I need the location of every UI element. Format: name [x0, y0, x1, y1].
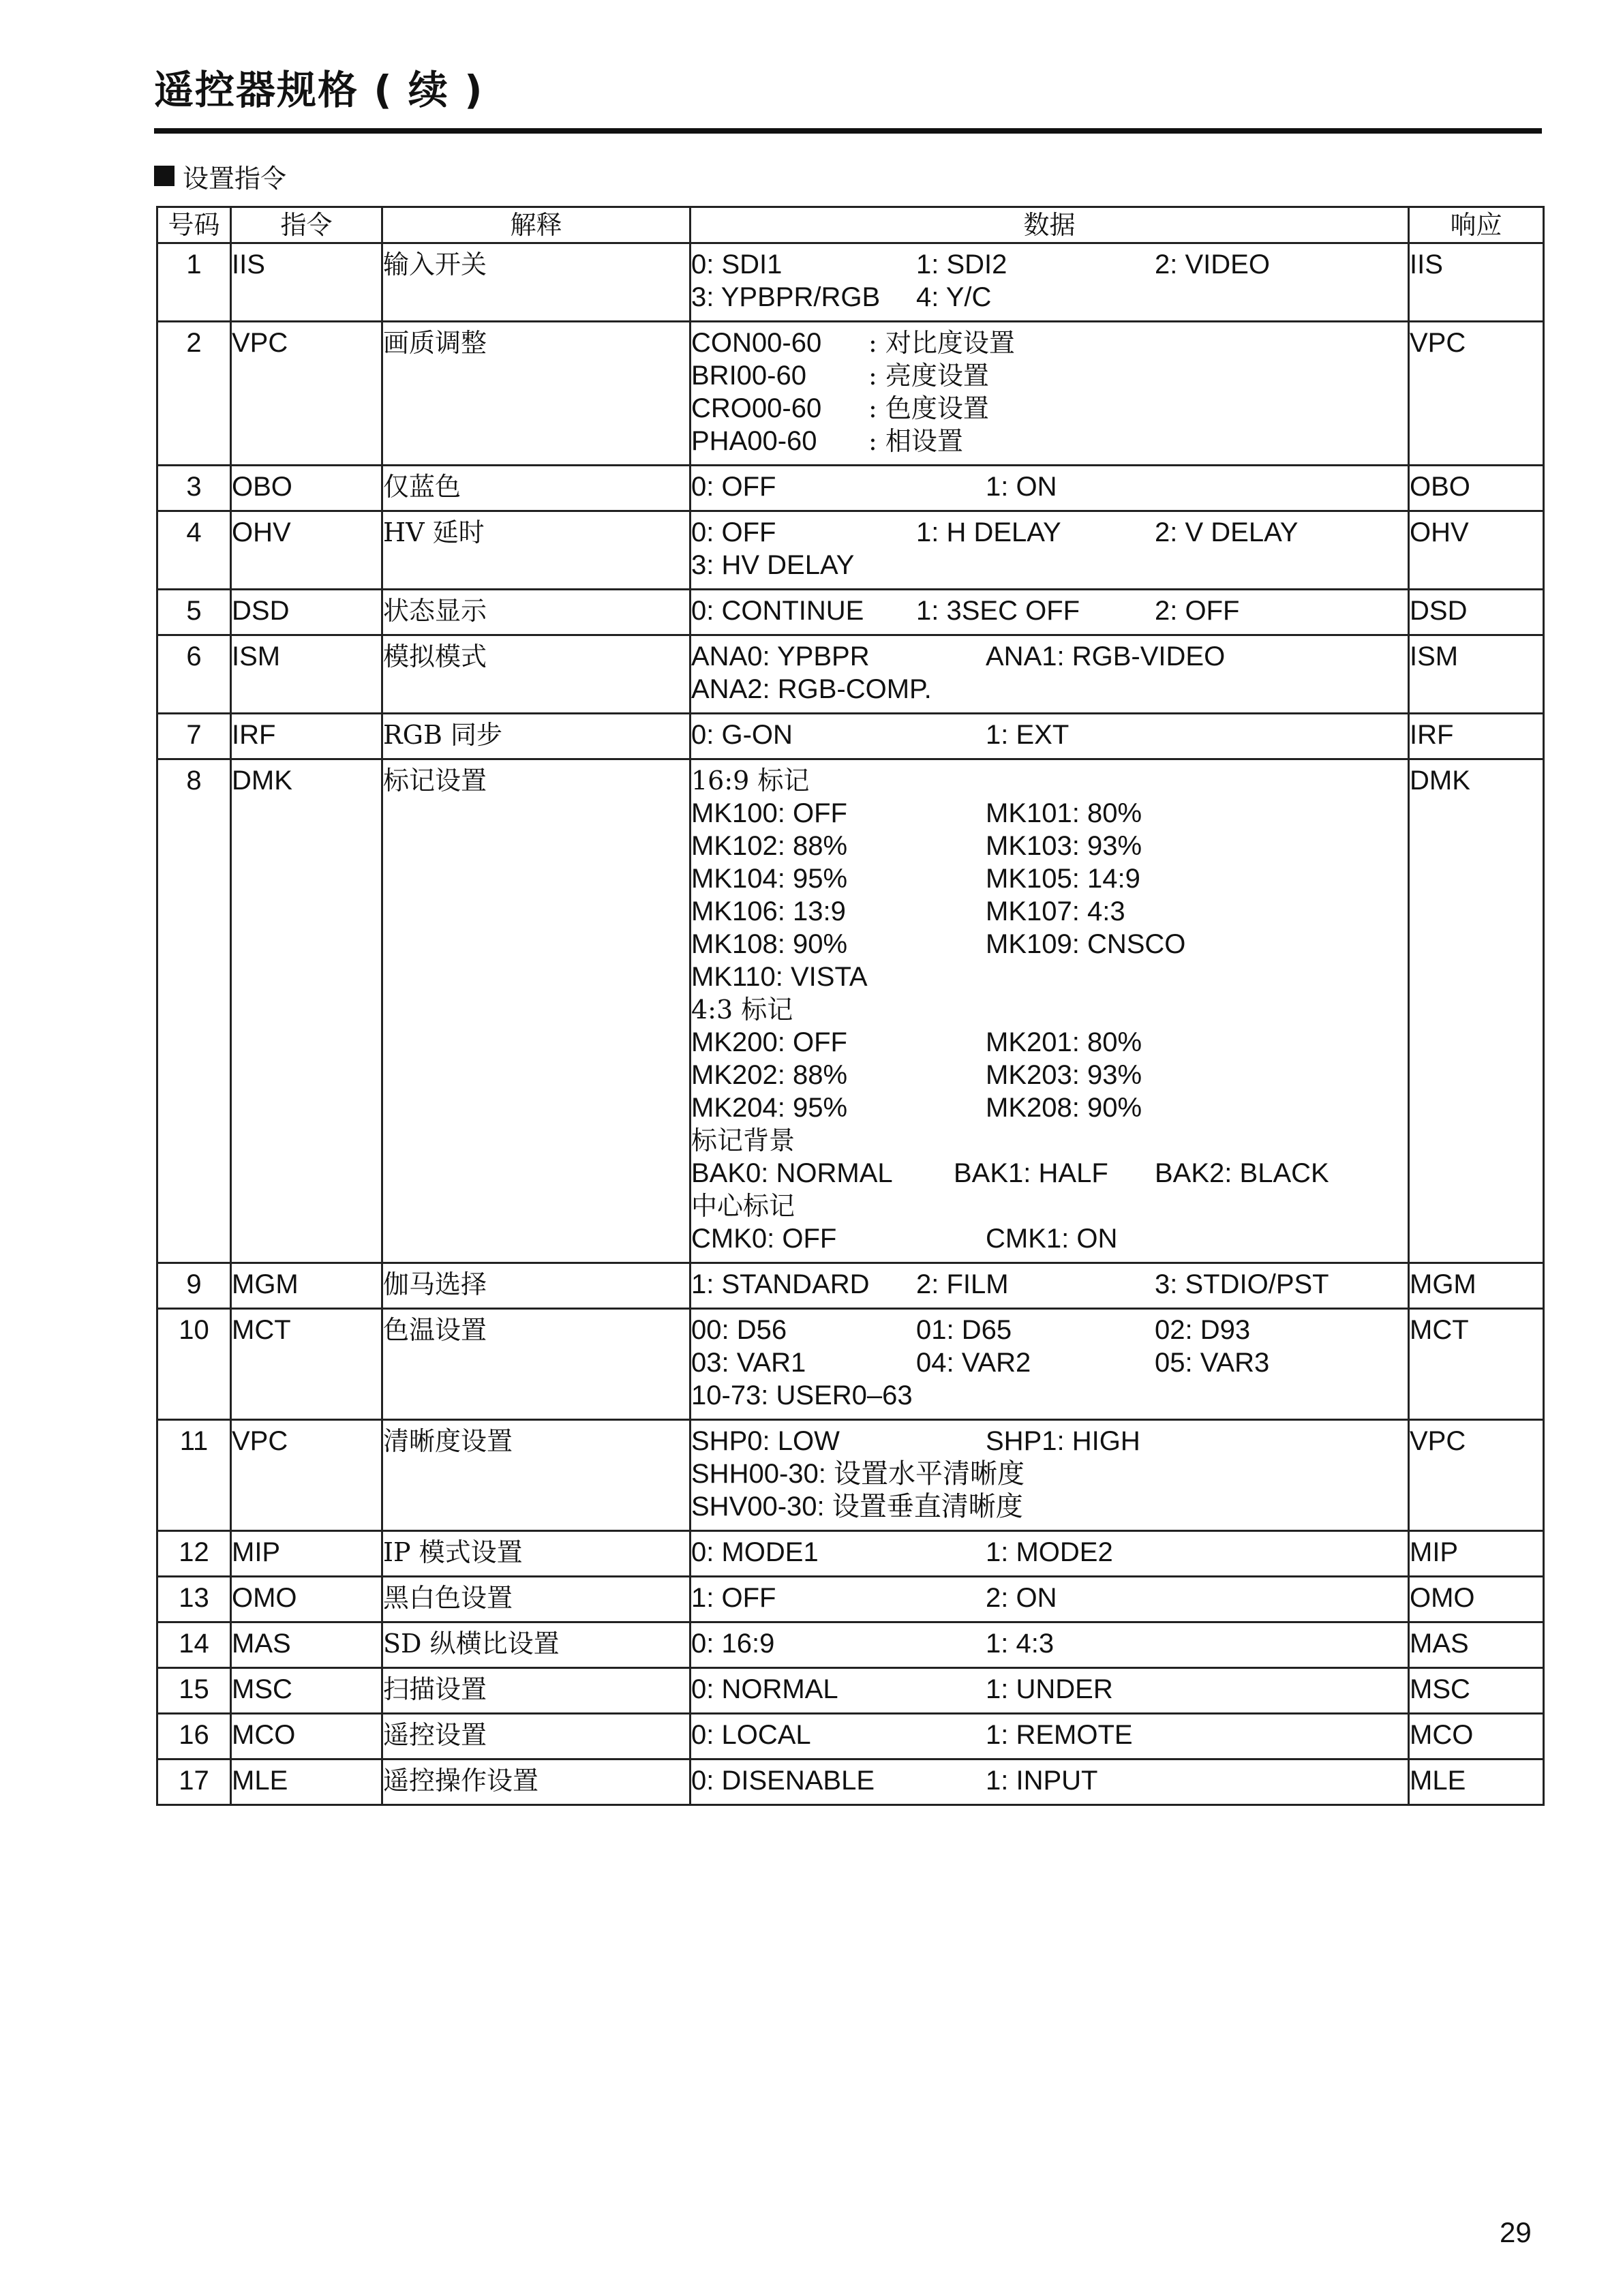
row-command: ISM — [231, 635, 382, 714]
row-data — [691, 1759, 1409, 1805]
row-explanation: 输入开关 — [382, 243, 691, 322]
data-value: 3: HV DELAY — [691, 550, 855, 580]
row-data — [691, 243, 1409, 322]
data-value: 4: Y/C — [916, 282, 992, 312]
row-response: OBO — [1409, 466, 1544, 511]
table-row — [157, 1263, 1544, 1309]
data-value: MK110: VISTA — [691, 962, 868, 992]
data-value: CMK1: ON — [986, 1224, 1118, 1254]
section-heading-text: 设置指令 — [183, 163, 287, 194]
data-value: 1: STANDARD — [691, 1269, 870, 1299]
row-explanation: 标记设置 — [382, 759, 691, 1263]
row-explanation: SD 纵横比设置 — [382, 1622, 691, 1668]
header-command: 指令 — [231, 207, 382, 243]
table-row — [157, 1531, 1544, 1577]
data-value: ANA2: RGB-COMP. — [691, 674, 932, 704]
data-value: 01: D65 — [916, 1315, 1012, 1345]
row-data — [691, 322, 1409, 466]
black-square-icon — [154, 166, 175, 186]
table-row — [157, 1714, 1544, 1759]
data-line — [691, 392, 1408, 425]
data-line — [691, 1346, 1408, 1379]
data-value: 16:9 标记 — [691, 766, 810, 796]
data-line — [691, 359, 1408, 392]
row-response: DSD — [1409, 590, 1544, 635]
row-response: DMK — [1409, 759, 1544, 1263]
data-line — [691, 1764, 1408, 1797]
row-explanation: HV 延时 — [382, 511, 691, 590]
data-value: 1: 4:3 — [986, 1629, 1055, 1659]
data-value: MK108: 90% — [691, 929, 848, 959]
data-value: ANA1: RGB-VIDEO — [986, 641, 1226, 671]
data-value: SHP1: HIGH — [986, 1426, 1140, 1456]
command-table — [156, 206, 1545, 1806]
row-data — [691, 466, 1409, 511]
row-number: 8 — [157, 759, 231, 1263]
data-value: BAK2: BLACK — [1155, 1158, 1329, 1188]
row-explanation: IP 模式设置 — [382, 1531, 691, 1577]
row-command: OMO — [231, 1577, 382, 1622]
data-value: 0: MODE1 — [691, 1537, 819, 1567]
data-value: : 亮度设置 — [868, 361, 989, 391]
row-explanation: 模拟模式 — [382, 635, 691, 714]
row-explanation: 伽马选择 — [382, 1263, 691, 1309]
data-value: 0: CONTINUE — [691, 596, 864, 626]
row-response: MCT — [1409, 1309, 1544, 1420]
row-explanation: 遥控设置 — [382, 1714, 691, 1759]
data-value: MK101: 80% — [986, 798, 1142, 828]
row-explanation: 清晰度设置 — [382, 1420, 691, 1531]
row-response: MIP — [1409, 1531, 1544, 1577]
data-value: MK202: 88% — [691, 1060, 848, 1090]
row-response: IRF — [1409, 714, 1544, 759]
data-value: 1: INPUT — [986, 1766, 1098, 1796]
row-number: 9 — [157, 1263, 231, 1309]
row-data — [691, 1420, 1409, 1531]
data-value: 1: OFF — [691, 1583, 776, 1613]
data-value: 1: REMOTE — [986, 1720, 1133, 1750]
row-response: VPC — [1409, 322, 1544, 466]
data-value: MK201: 80% — [986, 1027, 1142, 1057]
data-line — [691, 327, 1408, 359]
data-value: MK103: 93% — [986, 831, 1142, 861]
data-value: 0: DISENABLE — [691, 1766, 875, 1796]
table-row — [157, 1577, 1544, 1622]
data-value: MK107: 4:3 — [986, 896, 1125, 926]
row-explanation: 黑白色设置 — [382, 1577, 691, 1622]
data-value: 1: SDI2 — [916, 250, 1007, 280]
row-command: DMK — [231, 759, 382, 1263]
data-value: BAK1: HALF — [954, 1158, 1108, 1188]
data-line — [691, 470, 1408, 503]
table-row — [157, 590, 1544, 635]
data-value: : 色度设置 — [868, 393, 989, 423]
row-command: MCT — [231, 1309, 382, 1420]
data-value: 2: OFF — [1155, 596, 1240, 626]
data-value: 1: UNDER — [986, 1674, 1113, 1704]
data-line — [691, 1719, 1408, 1751]
data-line — [691, 549, 1408, 581]
row-command: OBO — [231, 466, 382, 511]
row-response: MCO — [1409, 1714, 1544, 1759]
data-value: 1: 3SEC OFF — [916, 596, 1080, 626]
data-line — [691, 1157, 1408, 1190]
row-command: IRF — [231, 714, 382, 759]
row-number: 6 — [157, 635, 231, 714]
data-value: CON00-60 — [691, 328, 822, 358]
table-row — [157, 1759, 1544, 1805]
section-heading — [154, 157, 286, 195]
data-line — [691, 1673, 1408, 1706]
row-response: OMO — [1409, 1577, 1544, 1622]
row-command: VPC — [231, 322, 382, 466]
row-command: IIS — [231, 243, 382, 322]
row-response: OHV — [1409, 511, 1544, 590]
row-response: ISM — [1409, 635, 1544, 714]
data-value: 10-73: USER0–63 — [691, 1380, 913, 1410]
data-value: 0: LOCAL — [691, 1720, 811, 1750]
data-value: MK105: 14:9 — [986, 864, 1140, 894]
title-rule — [154, 128, 1542, 134]
data-value: ANA0: YPBPR — [691, 641, 870, 671]
page-number: 29 — [1500, 2216, 1532, 2248]
data-value: MK204: 95% — [691, 1093, 848, 1123]
row-data — [691, 1309, 1409, 1420]
data-value: 1: ON — [986, 472, 1057, 502]
row-number: 17 — [157, 1759, 231, 1805]
data-line — [691, 1026, 1408, 1059]
table-row — [157, 714, 1544, 759]
data-line — [691, 1379, 1408, 1412]
data-value: 1: H DELAY — [916, 517, 1061, 547]
table-row — [157, 759, 1544, 1263]
table-body — [157, 243, 1544, 1805]
table-row — [157, 1622, 1544, 1668]
table-row — [157, 635, 1544, 714]
data-line — [691, 1457, 1408, 1490]
data-value: 04: VAR2 — [916, 1348, 1031, 1378]
row-command: MGM — [231, 1263, 382, 1309]
data-line — [691, 1536, 1408, 1569]
data-value: MK106: 13:9 — [691, 896, 846, 926]
data-line — [691, 895, 1408, 928]
row-number: 5 — [157, 590, 231, 635]
data-value: MK200: OFF — [691, 1027, 847, 1057]
row-number: 3 — [157, 466, 231, 511]
table-header-row — [157, 207, 1544, 243]
data-value: MK104: 95% — [691, 864, 848, 894]
row-response: MSC — [1409, 1668, 1544, 1714]
data-value: SHH00-30: 设置水平清晰度 — [691, 1459, 1025, 1489]
data-line — [691, 830, 1408, 862]
table-row — [157, 1668, 1544, 1714]
data-value: 3: YPBPR/RGB — [691, 282, 881, 312]
row-number: 10 — [157, 1309, 231, 1420]
data-value: MK109: CNSCO — [986, 929, 1186, 959]
data-line — [691, 594, 1408, 627]
data-line — [691, 1425, 1408, 1457]
data-value: 2: V DELAY — [1155, 517, 1299, 547]
page-title: 遥控器规格 ( 续 ) — [154, 67, 484, 113]
data-line — [691, 1059, 1408, 1091]
row-command: VPC — [231, 1420, 382, 1531]
data-line — [691, 1091, 1408, 1124]
data-line — [691, 993, 1408, 1026]
data-value: 标记背景 — [691, 1126, 795, 1155]
row-command: MIP — [231, 1531, 382, 1577]
header-explanation: 解释 — [382, 207, 691, 243]
row-number: 11 — [157, 1420, 231, 1531]
row-explanation: 状态显示 — [382, 590, 691, 635]
data-line — [691, 640, 1408, 673]
table-row — [157, 1420, 1544, 1531]
data-value: 02: D93 — [1155, 1315, 1251, 1345]
data-line — [691, 862, 1408, 895]
header-response: 响应 — [1409, 207, 1544, 243]
data-line — [691, 516, 1408, 549]
data-value: BRI00-60 — [691, 361, 806, 391]
data-line — [691, 961, 1408, 993]
data-value: SHV00-30: 设置垂直清晰度 — [691, 1492, 1023, 1522]
row-number: 13 — [157, 1577, 231, 1622]
data-value: 3: STDIO/PST — [1155, 1269, 1329, 1299]
table-row — [157, 1309, 1544, 1420]
row-data — [691, 1263, 1409, 1309]
data-line — [691, 1190, 1408, 1222]
data-value: 0: G-ON — [691, 720, 793, 750]
data-value: 0: 16:9 — [691, 1629, 775, 1659]
row-data — [691, 1577, 1409, 1622]
row-number: 4 — [157, 511, 231, 590]
data-value: MK208: 90% — [986, 1093, 1142, 1123]
row-explanation: 仅蓝色 — [382, 466, 691, 511]
row-command: OHV — [231, 511, 382, 590]
data-line — [691, 797, 1408, 830]
row-data — [691, 590, 1409, 635]
data-line — [691, 1314, 1408, 1346]
row-command: MAS — [231, 1622, 382, 1668]
data-value: 0: OFF — [691, 472, 776, 502]
data-line — [691, 1268, 1408, 1301]
row-data — [691, 759, 1409, 1263]
data-value: PHA00-60 — [691, 426, 817, 456]
data-line — [691, 719, 1408, 751]
data-line — [691, 928, 1408, 961]
data-value: 1: MODE2 — [986, 1537, 1113, 1567]
row-data — [691, 511, 1409, 590]
data-line — [691, 1582, 1408, 1614]
data-value: 4:3 标记 — [691, 995, 793, 1025]
row-response: MGM — [1409, 1263, 1544, 1309]
data-value: 1: EXT — [986, 720, 1070, 750]
data-value: : 对比度设置 — [868, 328, 1015, 358]
row-command: MCO — [231, 1714, 382, 1759]
data-value: 2: ON — [986, 1583, 1057, 1613]
data-value: MK203: 93% — [986, 1060, 1142, 1090]
header-data: 数据 — [691, 207, 1409, 243]
row-command: MLE — [231, 1759, 382, 1805]
row-number: 2 — [157, 322, 231, 466]
row-number: 12 — [157, 1531, 231, 1577]
data-value: MK100: OFF — [691, 798, 847, 828]
row-explanation: 遥控操作设置 — [382, 1759, 691, 1805]
data-line — [691, 248, 1408, 281]
data-value: CMK0: OFF — [691, 1224, 837, 1254]
data-value: 2: VIDEO — [1155, 250, 1270, 280]
data-value: 0: OFF — [691, 517, 776, 547]
data-value: 00: D56 — [691, 1315, 787, 1345]
data-line — [691, 281, 1408, 314]
row-explanation: 画质调整 — [382, 322, 691, 466]
data-value: CRO00-60 — [691, 393, 822, 423]
row-data — [691, 1714, 1409, 1759]
data-value: : 相设置 — [868, 426, 963, 456]
data-line — [691, 764, 1408, 797]
row-response: IIS — [1409, 243, 1544, 322]
data-line — [691, 673, 1408, 706]
row-number: 1 — [157, 243, 231, 322]
data-value: SHP0: LOW — [691, 1426, 840, 1456]
row-explanation: 色温设置 — [382, 1309, 691, 1420]
data-value: 0: NORMAL — [691, 1674, 838, 1704]
table-row — [157, 466, 1544, 511]
header-number: 号码 — [157, 207, 231, 243]
data-line — [691, 1222, 1408, 1255]
row-number: 14 — [157, 1622, 231, 1668]
row-number: 16 — [157, 1714, 231, 1759]
row-explanation: 扫描设置 — [382, 1668, 691, 1714]
row-explanation: RGB 同步 — [382, 714, 691, 759]
data-value: MK102: 88% — [691, 831, 848, 861]
data-line — [691, 1490, 1408, 1523]
row-data — [691, 1668, 1409, 1714]
row-command: MSC — [231, 1668, 382, 1714]
data-value: 中心标记 — [691, 1191, 795, 1221]
data-line — [691, 425, 1408, 457]
row-response: MAS — [1409, 1622, 1544, 1668]
row-data — [691, 714, 1409, 759]
row-number: 7 — [157, 714, 231, 759]
data-value: 0: SDI1 — [691, 250, 783, 280]
row-data — [691, 635, 1409, 714]
row-command: DSD — [231, 590, 382, 635]
row-data — [691, 1622, 1409, 1668]
data-value: 05: VAR3 — [1155, 1348, 1270, 1378]
data-value: BAK0: NORMAL — [691, 1158, 893, 1188]
row-number: 15 — [157, 1668, 231, 1714]
data-line — [691, 1627, 1408, 1660]
row-data — [691, 1531, 1409, 1577]
row-response: MLE — [1409, 1759, 1544, 1805]
table-row — [157, 322, 1544, 466]
data-line — [691, 1124, 1408, 1157]
data-value: 03: VAR1 — [691, 1348, 806, 1378]
table-row — [157, 511, 1544, 590]
row-response: VPC — [1409, 1420, 1544, 1531]
data-value: 2: FILM — [916, 1269, 1009, 1299]
table-row — [157, 243, 1544, 322]
